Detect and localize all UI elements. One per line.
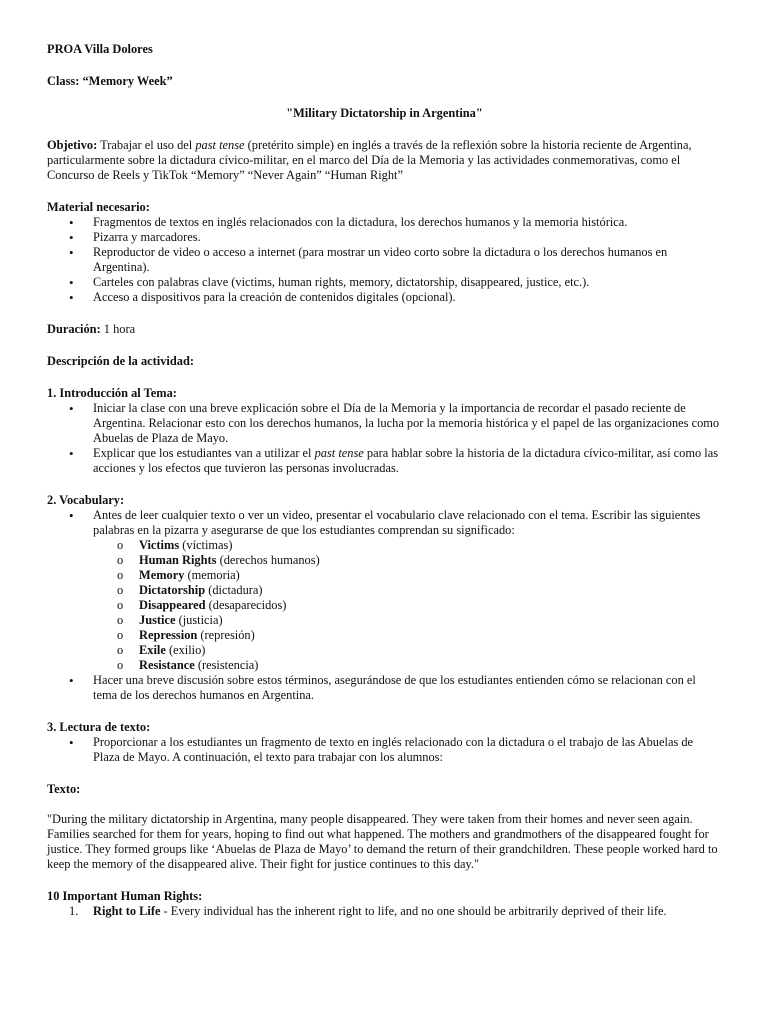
list-item: • Hacer una breve discusión sobre estos términos, asegurándose de que los estudiantes entienden cómo se relacionan con el tema de los derechos humanos en Argentina. xyxy=(93,673,722,703)
list-item: • Acceso a dispositivos para la creación de contenidos digitales (opcional). xyxy=(93,290,722,305)
list-item: • Iniciar la clase con una breve explicación sobre el Día de la Memoria y la importancia de recordar el pasado reciente de Argentina. Relacionar esto con los derechos humanos, la lucha por la memoria histórica y el papel de las organizaciones como Abuelas de Plaza de Mayo. xyxy=(93,401,722,446)
material-heading: Material necesario: xyxy=(47,200,150,214)
right-term: Right to Life xyxy=(93,904,161,918)
right-desc: - Every individual has the inherent right to life, and no one should be arbitrarily deprived of their life. xyxy=(160,904,667,918)
rights-heading: 10 Important Human Rights: xyxy=(47,889,203,903)
list-item: • Pizarra y marcadores. xyxy=(93,230,722,245)
list-item xyxy=(69,904,722,919)
intro-item2-post: para hablar sobre la historia de la dictadura cívico-militar, así como las acciones y los efectos que tuvieron las personas involucradas. xyxy=(93,446,719,475)
vocab-gloss: (desaparecidos) xyxy=(205,598,287,612)
vocab-word xyxy=(139,628,722,643)
vocab-term: Repression xyxy=(139,628,198,642)
list-number: 1. xyxy=(69,904,79,918)
vocab-word xyxy=(139,538,722,553)
document-title: "Military Dictatorship in Argentina" xyxy=(286,106,483,120)
duracion-line xyxy=(47,322,722,337)
vocab-list xyxy=(47,508,722,703)
list-item xyxy=(93,508,722,673)
school-name: PROA Villa Dolores xyxy=(47,42,153,56)
intro-item2-emphasis: past tense xyxy=(314,446,364,460)
vocab-term: Justice xyxy=(139,613,176,627)
objetivo-label: Objetivo: xyxy=(47,138,98,152)
vocab-gloss: (víctimas) xyxy=(179,538,233,552)
objetivo-text-pre: Trabajar el uso del xyxy=(97,138,196,152)
vocab-word xyxy=(139,598,722,613)
vocab-word xyxy=(139,658,722,673)
vocab-gloss: (memoria) xyxy=(184,568,240,582)
lectura-list xyxy=(47,735,722,765)
duracion-label: Duración: xyxy=(47,322,101,336)
intro-heading: 1. Introducción al Tema: xyxy=(47,386,177,400)
objetivo-emphasis: past tense xyxy=(195,138,245,152)
vocab-term: Disappeared xyxy=(139,598,206,612)
list-item xyxy=(93,446,722,476)
vocab-gloss: (justicia) xyxy=(175,613,223,627)
vocab-gloss: (resistencia) xyxy=(194,658,259,672)
list-item: • Proporcionar a los estudiantes un fragmento de texto en inglés relacionado con la dictadura o el trabajo de las Abuelas de Plaza de Mayo. A continuación, el texto para trabajar con los alumnos: xyxy=(93,735,722,765)
class-title: Class: “Memory Week” xyxy=(47,74,173,88)
vocab-term: Memory xyxy=(139,568,185,582)
vocab-word xyxy=(139,613,722,628)
texto-heading: Texto: xyxy=(47,782,81,796)
objetivo-paragraph xyxy=(47,138,722,183)
list-item: • Fragmentos de textos en inglés relacionados con la dictadura, los derechos humanos y la memoria histórica. xyxy=(93,215,722,230)
material-list xyxy=(47,215,722,305)
list-item: • Reproductor de video o acceso a internet (para mostrar un video corto sobre la dictadura o los derechos humanos en Argentina). xyxy=(93,245,722,275)
lectura-heading: 3. Lectura de texto: xyxy=(47,720,151,734)
vocab-term: Victims xyxy=(139,538,180,552)
vocab-word xyxy=(139,643,722,658)
vocab-gloss: (derechos humanos) xyxy=(216,553,320,567)
list-item: • Carteles con palabras clave (victims, human rights, memory, dictatorship, disappeared, justice, etc.). xyxy=(93,275,722,290)
texto-body: "During the military dictatorship in Argentina, many people disappeared. They were taken from their homes and never seen again. Families searched for them for years, hoping to find out what happened. The mothers and grandmothers of the disappeared fought for justice. They formed groups like ‘Abuelas de Plaza de Mayo’ to demand the return of their grandchildren. These people worked hard to keep the memory of the disappeared alive. Their fight for justice continues to this day." xyxy=(47,812,718,871)
vocab-heading: 2. Vocabulary: xyxy=(47,493,125,507)
vocab-intro: Antes de leer cualquier texto o ver un video, presentar el vocabulario clave relacionado con el tema. Escribir las siguientes palabras en la pizarra y asegurarse de que los estudiantes comprendan su significado: xyxy=(93,508,701,537)
vocab-gloss: (represión) xyxy=(197,628,255,642)
vocab-term: Human Rights xyxy=(139,553,217,567)
objetivo-text-post: (pretérito simple) en inglés a través de la reflexión sobre la historia reciente de Argentina, particularmente sobre la dictadura cívico-militar, en el marco del Día de la Memoria y las actividades conmemorativas, como el Concurso de Reels y TikTok “Memory” “Never Again” “Human Right” xyxy=(47,138,692,182)
vocab-word xyxy=(139,568,722,583)
vocab-term: Exile xyxy=(139,643,166,657)
descripcion-heading: Descripción de la actividad: xyxy=(47,354,194,368)
intro-list xyxy=(47,401,722,476)
vocab-term: Resistance xyxy=(139,658,195,672)
vocab-word xyxy=(139,553,722,568)
vocab-words xyxy=(93,538,722,673)
vocab-gloss: (dictadura) xyxy=(205,583,263,597)
rights-list xyxy=(47,904,722,919)
vocab-word xyxy=(139,583,722,598)
intro-item2-pre: Explicar que los estudiantes van a utilizar el xyxy=(93,446,315,460)
duracion-value: 1 hora xyxy=(100,322,136,336)
vocab-term: Dictatorship xyxy=(139,583,206,597)
vocab-gloss: (exilio) xyxy=(165,643,206,657)
